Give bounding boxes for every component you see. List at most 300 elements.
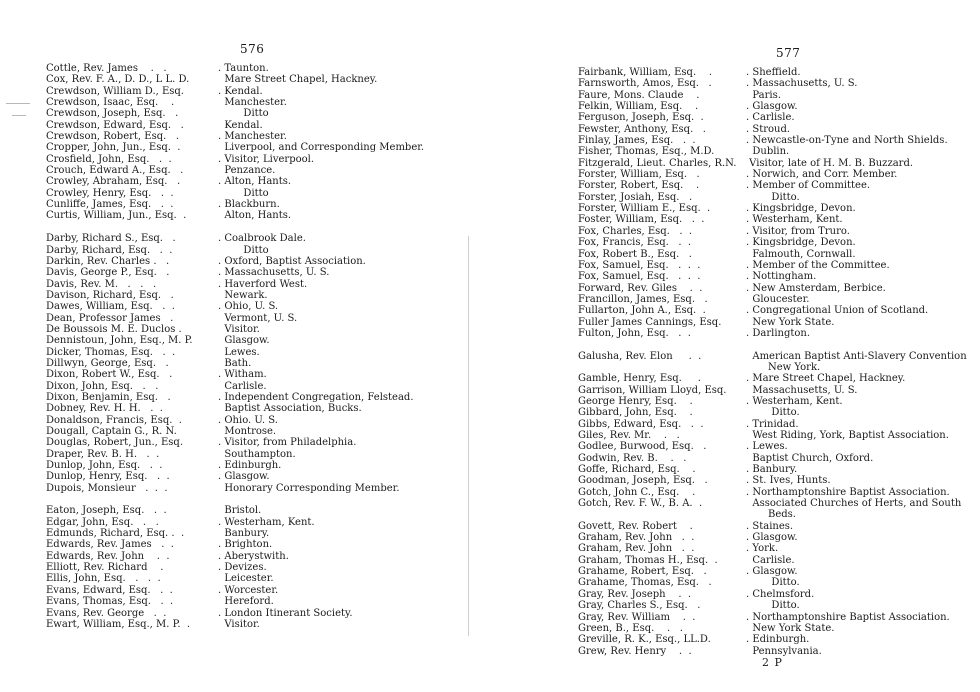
list-item	[578, 101, 967, 112]
entry-name: Edwards, Rev. John . .	[46, 550, 170, 562]
entry-name: Evans, Edward, Esq. . .	[46, 584, 173, 596]
list-item	[578, 464, 967, 475]
list-item	[46, 528, 424, 539]
list-item	[578, 487, 967, 498]
list-item	[46, 210, 424, 221]
entry-name: Graham, Rev. John . .	[578, 532, 695, 544]
right-page	[490, 0, 980, 692]
list-item	[578, 612, 967, 623]
entry-name: Goffe, Richard, Esq. .	[578, 464, 696, 476]
entry-location: West Riding, York, Baptist Association.	[746, 430, 949, 441]
entry-location: . Glasgow.	[218, 471, 270, 483]
entry-name: Dean, Professor James .	[46, 312, 174, 324]
entry-name: Cunliffe, James, Esq. . .	[46, 199, 174, 211]
entry-location: . Edinburgh.	[746, 634, 810, 646]
list-item	[578, 453, 967, 464]
list-item	[578, 146, 967, 157]
entry-location: . New Amsterdam, Berbice.	[746, 282, 886, 294]
entry-location: Visitor, late of H. M. B. Buzzard.	[746, 157, 914, 169]
list-item	[46, 188, 424, 199]
entry-name: Fairbank, William, Esq. .	[578, 67, 713, 78]
entry-name: Grew, Rev. Henry . .	[578, 645, 692, 657]
list-item	[46, 369, 424, 380]
list-item	[578, 271, 967, 282]
entry-location: Vermont, U. S.	[218, 312, 298, 324]
entry-name: Davis, Rev. M. . . .	[46, 278, 157, 290]
entry-name: Francillon, James, Esq. .	[578, 293, 708, 305]
entry-name: Draper, Rev. B. H. . .	[46, 448, 160, 460]
entry-location: . Independent Congregation, Felstead.	[218, 391, 414, 403]
entry-location: . Oxford, Baptist Association.	[218, 255, 366, 267]
list-item	[578, 294, 967, 305]
list-item	[578, 169, 967, 180]
list-item	[46, 619, 424, 630]
entry-name: Ferguson, Joseph, Esq. .	[578, 112, 704, 124]
entry-location: . Member of the Committee.	[746, 259, 890, 271]
entry-location: Pennsylvania.	[746, 645, 822, 657]
entry-name: Edmunds, Richard, Esq. . .	[46, 528, 185, 540]
entry-location: Beds.	[768, 509, 796, 521]
entry-location: Hereford.	[218, 596, 274, 608]
entry-name: Evans, Thomas, Esq. . .	[46, 596, 174, 608]
entry-location: . Nottingham.	[746, 271, 817, 283]
signature-mark: 2 P	[762, 656, 783, 669]
entry-name: Godwin, Rev. B. . .	[578, 452, 687, 464]
entry-location: Visitor.	[218, 618, 260, 630]
entry-name: Dillwyn, George, Esq. .	[46, 357, 169, 369]
entry-location: Ditto	[218, 108, 269, 120]
list-item	[46, 585, 424, 596]
margin-mark	[12, 115, 26, 116]
list-item	[578, 226, 967, 237]
entry-name: George Henry, Esq. .	[578, 395, 693, 407]
entry-name: Grahame, Robert, Esq. .	[578, 566, 707, 578]
entry-name: Dicker, Thomas, Esq. . .	[46, 346, 176, 358]
entry-name: Fox, Robert B., Esq. .	[578, 248, 692, 260]
entry-name: Eaton, Joseph, Esq. . .	[46, 505, 167, 517]
entry-name: Farnsworth, Amos, Esq. .	[578, 78, 712, 90]
list-item	[578, 407, 967, 418]
list-item	[46, 460, 424, 471]
entry-name: Finlay, James, Esq. . .	[578, 135, 696, 147]
list-item	[46, 415, 424, 426]
entry-location: Visitor.	[218, 323, 260, 335]
entry-location: . Ohio, U. S.	[218, 301, 279, 313]
entry-location: . Lewes.	[746, 441, 788, 453]
list-item	[46, 324, 424, 335]
entry-list	[578, 67, 967, 657]
entry-location: New York State.	[746, 622, 835, 634]
entry-name: Gamble, Henry, Esq. .	[578, 373, 701, 385]
entry-location: . Carlisle.	[746, 112, 795, 124]
entry-location: Carlisle.	[218, 380, 267, 392]
list-item	[46, 233, 424, 244]
entry-location: . Visitor, Liverpool.	[218, 153, 315, 165]
entry-location: Penzance.	[218, 165, 276, 177]
entry-name: Graham, Thomas H., Esq. .	[578, 554, 718, 566]
list-item	[46, 551, 424, 562]
entry-name: Graham, Rev. John . .	[578, 543, 695, 555]
list-item	[46, 471, 424, 482]
entry-location: . Northamptonshire Baptist Association.	[746, 486, 950, 498]
entry-name: Gibbs, Edward, Esq. . .	[578, 418, 704, 430]
entry-name: Cox, Rev. F. A., D. D., L L. D.	[46, 74, 190, 86]
list-item	[578, 90, 967, 101]
entry-name: Curtis, William, Jun., Esq. .	[46, 210, 187, 222]
entry-location: . Westerham, Kent.	[746, 214, 843, 226]
list-item	[46, 562, 424, 573]
entry-name: Cottle, Rev. James . .	[46, 63, 167, 74]
entry-name: Green, B., Esq. . .	[578, 622, 683, 634]
entry-location: . Trinidad.	[746, 418, 799, 430]
entry-location: . Visitor, from Philadelphia.	[218, 437, 357, 449]
entry-name: Darby, Richard S., Esq. .	[46, 233, 176, 245]
list-item	[578, 237, 967, 248]
entry-name: Douglas, Robert, Jun., Esq.	[46, 437, 183, 449]
entry-location: Mare Street Chapel, Hackney.	[218, 74, 378, 86]
list-item	[578, 385, 967, 396]
list-item	[578, 135, 967, 146]
entry-location: Massachusetts, U. S.	[746, 384, 858, 396]
entry-location: Ditto.	[746, 407, 800, 419]
list-item	[578, 78, 967, 89]
entry-name: De Boussois M. E. Duclos .	[46, 323, 182, 335]
entry-location: . Glasgow.	[746, 566, 798, 578]
entry-name: Dougall, Captain G., R. N.	[46, 426, 184, 437]
list-item	[578, 441, 967, 452]
entry-location: Paris.	[746, 89, 781, 101]
entry-location: . Kendal.	[218, 85, 263, 97]
list-item	[46, 63, 424, 74]
list-item	[46, 245, 424, 256]
entry-location: Manchester.	[218, 97, 287, 109]
entry-location: Southampton.	[218, 448, 296, 460]
list-item	[46, 426, 424, 437]
entry-location: . Alton, Hants.	[218, 176, 292, 188]
entry-location: . Ohio. U. S.	[218, 414, 278, 426]
list-item	[578, 600, 967, 611]
list-item	[578, 555, 967, 566]
entry-name: Dobney, Rev. H. H. . .	[46, 403, 163, 415]
list-item	[578, 543, 967, 554]
entry-name: Felkin, William, Esq. .	[578, 101, 699, 113]
entry-name: Crewdson, Robert, Esq. .	[46, 131, 180, 143]
entry-location: . Manchester.	[218, 131, 287, 143]
entry-name: Ellis, John, Esq. . . .	[46, 573, 161, 585]
list-item	[46, 267, 424, 278]
list-item	[578, 351, 967, 362]
list-item	[578, 419, 967, 430]
entry-name: Elliott, Rev. Richard .	[46, 562, 164, 574]
entry-name: Forster, William E., Esq. .	[578, 203, 711, 215]
entry-name: Fitzgerald, Lieut. Charles, R.N.	[578, 157, 737, 169]
entry-location: . Mare Street Chapel, Hackney.	[746, 373, 906, 385]
entry-name: Forster, Robert, Esq. .	[578, 180, 700, 192]
page-number: 576	[240, 42, 265, 56]
entry-location: Newark.	[218, 289, 268, 301]
list-item	[46, 403, 424, 414]
list-item	[578, 532, 967, 543]
entry-name: Forster, William, Esq. .	[578, 169, 700, 181]
list-item	[46, 256, 424, 267]
entry-location: . Blackburn.	[218, 199, 280, 211]
section-gap	[46, 222, 424, 233]
entry-location: . Newcastle-on-Tyne and North Shields.	[746, 135, 948, 147]
entry-location: Kendal.	[218, 119, 263, 131]
entry-location: Ditto.	[746, 600, 800, 612]
entry-location: Banbury.	[218, 528, 270, 540]
entry-location: Glasgow.	[218, 335, 270, 347]
entry-name: Dawes, William, Esq. . .	[46, 301, 175, 313]
entry-name: Fisher, Thomas, Esq., M.D.	[578, 146, 715, 158]
page-number: 577	[776, 46, 801, 60]
entry-name: Darby, Richard, Esq. . .	[46, 244, 173, 256]
list-item	[46, 301, 424, 312]
entry-location: Honorary Corresponding Member.	[218, 482, 400, 494]
entry-name: Gray, Rev. Joseph . .	[578, 588, 692, 600]
entry-location: . Chelmsford.	[746, 588, 815, 600]
entry-location: . Member of Committee.	[746, 180, 871, 192]
entry-location: . Taunton.	[218, 63, 269, 74]
entry-location: . Glasgow.	[746, 101, 798, 113]
entry-name: Fewster, Anthony, Esq. .	[578, 123, 706, 135]
list-item	[578, 249, 967, 260]
entry-location: American Baptist Anti-Slavery Convention	[746, 350, 967, 362]
entry-name: Giles, Rev. Mr. . .	[578, 430, 680, 441]
list-item	[578, 623, 967, 634]
list-item	[46, 154, 424, 165]
entry-name: Crosfield, John, Esq. . .	[46, 153, 172, 165]
entry-location: . Witham.	[218, 369, 267, 381]
entry-name: Crouch, Edward A., Esq. .	[46, 165, 184, 177]
entry-name: Dunlop, Henry, Esq. . .	[46, 471, 170, 483]
entry-name: Donaldson, Francis, Esq. .	[46, 414, 182, 426]
entry-name: Forster, Josiah, Esq. .	[578, 191, 693, 203]
list-item	[578, 260, 967, 271]
list-item	[578, 328, 967, 339]
list-item	[578, 203, 967, 214]
entry-location: . Visitor, from Truro.	[746, 225, 850, 237]
entry-location: . Coalbrook Dale.	[218, 233, 306, 245]
list-item	[46, 449, 424, 460]
list-item	[46, 381, 424, 392]
entry-name: Crewdson, William D., Esq.	[46, 85, 184, 97]
entry-name: Gray, Charles S., Esq. .	[578, 600, 701, 612]
list-item	[46, 176, 424, 187]
list-item	[46, 199, 424, 210]
list-item	[578, 498, 967, 509]
entry-name: Godlee, Burwood, Esq. .	[578, 441, 707, 453]
list-item	[46, 358, 424, 369]
entry-location: . London Itinerant Society.	[218, 607, 353, 619]
list-item	[46, 74, 424, 85]
entry-location: Lewes.	[218, 346, 260, 358]
list-item	[578, 373, 967, 384]
entry-location: . Edinburgh.	[218, 460, 282, 472]
entry-location: . Kingsbridge, Devon.	[746, 237, 856, 249]
list-item	[46, 608, 424, 619]
list-item-continuation	[578, 362, 967, 373]
entry-name: Dupois, Monsieur . . .	[46, 482, 168, 494]
entry-location: Baptist Church, Oxford.	[746, 452, 874, 464]
entry-location: Gloucester.	[746, 293, 810, 305]
list-item	[578, 67, 967, 78]
entry-location: Alton, Hants.	[218, 210, 292, 222]
list-item	[578, 475, 967, 486]
list-item	[578, 158, 967, 169]
entry-name: Crewdson, Edward, Esq. .	[46, 119, 184, 131]
list-item	[46, 539, 424, 550]
entry-name: Gotch, Rev. F. W., B. A. .	[578, 498, 703, 510]
list-item	[578, 589, 967, 600]
list-item	[46, 86, 424, 97]
entry-name: Fox, Francis, Esq. . .	[578, 237, 692, 249]
list-item	[46, 437, 424, 448]
entry-name: Crewdson, Joseph, Esq. .	[46, 108, 179, 120]
list-item	[46, 120, 424, 131]
entry-name: Gibbard, John, Esq. .	[578, 407, 693, 419]
entry-name: Dixon, John, Esq. . .	[46, 380, 159, 392]
entry-name: Dunlop, John, Esq. . .	[46, 460, 163, 472]
list-item	[578, 180, 967, 191]
entry-location: Leicester.	[218, 573, 274, 585]
entry-location: . Massachusetts, U. S.	[746, 78, 858, 90]
list-item	[46, 290, 424, 301]
entry-location: . Devizes.	[218, 562, 267, 574]
list-item	[46, 505, 424, 516]
entry-location: . Northamptonshire Baptist Association.	[746, 611, 950, 623]
entry-location: . Congregational Union of Scotland.	[746, 305, 929, 317]
entry-location: . Brighton.	[218, 539, 273, 551]
entry-location: Dublin.	[746, 146, 790, 158]
entry-name: Evans, Rev. George . .	[46, 607, 167, 619]
list-item	[46, 142, 424, 153]
entry-location: Ditto	[218, 187, 269, 199]
entry-location: . Stroud.	[746, 123, 791, 135]
entry-location: Bath.	[218, 357, 252, 369]
entry-name: Cropper, John, Jun., Esq. .	[46, 142, 181, 154]
list-item-continuation	[578, 509, 967, 520]
entry-name: Ewart, William, Esq., M. P. .	[46, 618, 191, 630]
entry-location: . Westerham, Kent.	[218, 516, 315, 528]
entry-location: New York State.	[746, 316, 835, 328]
entry-location: Montrose.	[218, 426, 277, 437]
list-item	[578, 192, 967, 203]
entry-name: Faure, Mons. Claude .	[578, 89, 700, 101]
entry-location: . Worcester.	[218, 584, 279, 596]
list-item	[578, 430, 967, 441]
entry-location: Ditto	[218, 244, 269, 256]
entry-name: Fullarton, John A., Esq. .	[578, 305, 706, 317]
list-item	[46, 517, 424, 528]
list-item	[578, 396, 967, 407]
list-item	[46, 131, 424, 142]
entry-location: Carlisle.	[746, 554, 795, 566]
entry-location: . York.	[746, 543, 779, 555]
entry-name: Davis, George P., Esq. .	[46, 267, 170, 279]
list-item	[578, 305, 967, 316]
section-gap	[46, 494, 424, 505]
entry-name: Greville, R. K., Esq., LL.D.	[578, 634, 711, 646]
list-item	[578, 112, 967, 123]
list-item	[46, 596, 424, 607]
entry-name: Govett, Rev. Robert .	[578, 520, 693, 532]
entry-location: Bristol.	[218, 505, 262, 517]
list-item	[578, 521, 967, 532]
entry-location: New York.	[768, 361, 821, 373]
entry-name: Fulton, John, Esq. . .	[578, 327, 691, 339]
entry-name: Foster, William, Esq. . .	[578, 214, 705, 226]
entry-name: Garrison, William Lloyd, Esq.	[578, 384, 727, 396]
list-item	[578, 214, 967, 225]
list-item	[578, 124, 967, 135]
entry-location: . Westerham, Kent.	[746, 395, 843, 407]
list-item	[578, 283, 967, 294]
entry-name: Forward, Rev. Giles . .	[578, 282, 703, 294]
entry-location: Baptist Association, Bucks.	[218, 403, 362, 415]
entry-name: Davison, Richard, Esq. .	[46, 289, 174, 301]
entry-location: Associated Churches of Herts, and South	[746, 498, 962, 510]
entry-name: Darkin, Rev. Charles . .	[46, 255, 170, 267]
list-item	[46, 573, 424, 584]
entry-name: Fox, Samuel, Esq. . . .	[578, 271, 701, 283]
entry-list	[46, 63, 424, 630]
entry-location: . Norwich, and Corr. Member.	[746, 169, 898, 181]
entry-name: Crewdson, Isaac, Esq. .	[46, 97, 175, 109]
list-item	[46, 165, 424, 176]
entry-location: . Haverford West.	[218, 278, 308, 290]
entry-location: . Darlington.	[746, 327, 811, 339]
entry-location: . Massachusetts, U. S.	[218, 267, 330, 279]
list-item	[578, 566, 967, 577]
entry-name: Crowley, Abraham, Esq. .	[46, 176, 181, 188]
list-item	[46, 335, 424, 346]
entry-name: Dixon, Robert W., Esq. .	[46, 369, 173, 381]
list-item	[46, 347, 424, 358]
entry-name: Dennistoun, John, Esq., M. P.	[46, 335, 193, 347]
entry-location: . Sheffield.	[746, 67, 801, 78]
list-item	[46, 97, 424, 108]
list-item	[578, 577, 967, 588]
entry-location: . Glasgow.	[746, 532, 798, 544]
margin-mark	[6, 103, 30, 104]
list-item	[46, 279, 424, 290]
list-item	[578, 317, 967, 328]
entry-name: Goodman, Joseph, Esq. .	[578, 475, 708, 487]
list-item	[46, 392, 424, 403]
entry-location: Ditto.	[746, 577, 800, 589]
entry-name: Dixon, Benjamin, Esq. .	[46, 391, 171, 403]
entry-name: Fox, Charles, Esq. . .	[578, 225, 693, 237]
entry-name: Gotch, John C., Esq. .	[578, 486, 696, 498]
entry-location: Falmouth, Cornwall.	[746, 248, 856, 260]
entry-name: Crowley, Henry, Esq. . .	[46, 187, 174, 199]
entry-name: Grahame, Thomas, Esq. .	[578, 577, 712, 589]
entry-name: Edgar, John, Esq. . .	[46, 516, 159, 528]
section-gap	[578, 339, 967, 350]
list-item	[578, 634, 967, 645]
entry-location: . Kingsbridge, Devon.	[746, 203, 856, 215]
entry-location: Liverpool, and Corresponding Member.	[218, 142, 425, 154]
list-item	[46, 483, 424, 494]
entry-location: . St. Ives, Hunts.	[746, 475, 831, 487]
list-item	[46, 313, 424, 324]
entry-name: Galusha, Rev. Elon . .	[578, 350, 702, 362]
list-item	[46, 108, 424, 119]
entry-location: . Banbury.	[746, 464, 798, 476]
entry-name: Fox, Samuel, Esq. . . .	[578, 259, 701, 271]
entry-location: Ditto.	[746, 191, 800, 203]
